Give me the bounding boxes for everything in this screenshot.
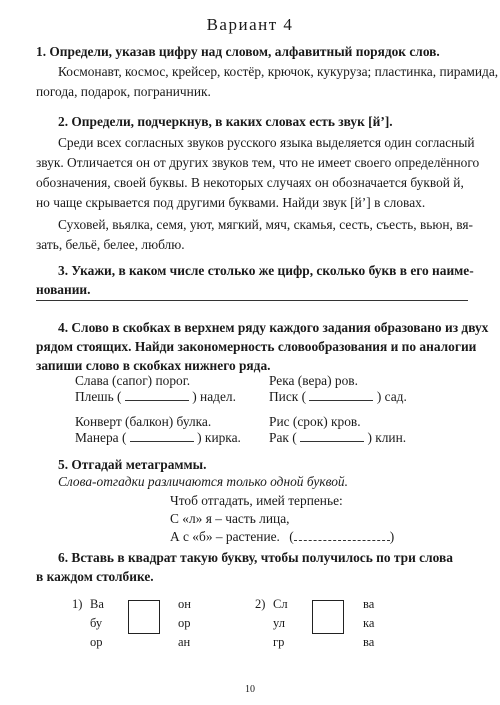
poem-line [170, 528, 394, 546]
page-title: Вариант 4 [206, 15, 294, 34]
task2-text [36, 133, 479, 213]
poem-line: С «л» я – часть лица, [170, 511, 290, 526]
group2-right-3: ва [363, 635, 375, 649]
blank-input[interactable] [125, 400, 189, 401]
page-number: 10 [245, 684, 255, 695]
task6-heading-line: 6. Вставь в квадрат такую букву, чтобы получилось по три слова [58, 550, 453, 565]
group2-left-2: ул [273, 616, 285, 630]
task5-subheading: Слова-отгадки различаются только одной буквой. [58, 474, 348, 489]
letter-box-2[interactable] [312, 600, 344, 634]
group1-right-1: он [178, 597, 191, 611]
task5-poem [170, 492, 394, 546]
group1-label: 1) [72, 597, 83, 611]
open-paren: ( [289, 529, 294, 544]
group2-left-3: гр [273, 635, 285, 649]
suffix: ) сад. [376, 389, 407, 404]
suffix: ) кирка. [197, 430, 241, 445]
suffix: ) надел. [192, 389, 236, 404]
task4-heading [36, 318, 488, 375]
blank-input[interactable] [309, 400, 373, 401]
task6-heading-line: в каждом столбике. [36, 569, 154, 584]
task2-line: но чаще скрывается под другими буквами. Найди звук [й’] в словах. [36, 195, 426, 210]
task1-line: погода, подарок, пограничник. [36, 84, 211, 99]
answer-line[interactable] [36, 300, 468, 301]
task2-word-line: зать, бельё, белее, люблю. [36, 237, 185, 252]
answer-blank[interactable] [294, 540, 390, 541]
task5-heading: 5. Отгадай метаграммы. [58, 457, 207, 472]
task3-heading-line: новании. [36, 282, 91, 297]
group1-right-3: ан [178, 635, 191, 649]
group2-right-2: ка [363, 616, 375, 630]
task4-heading-line: рядом стоящих. Найди закономерность словообразования и по аналогии [36, 339, 477, 354]
task4-left-1-bottom [75, 389, 236, 405]
task1-line: Космонавт, космос, крейсер, костёр, крючок, кукуруза; пластинка, пирамида, [58, 64, 499, 79]
task2-word-line: Суховей, вьялка, семя, уют, мягкий, мяч, скамья, сесть, съесть, вьюн, вя- [58, 217, 474, 232]
task3-heading-line: 3. Укажи, в каком числе столько же цифр, сколько букв в его наиме- [58, 263, 474, 278]
group1-left-1: Ва [90, 597, 104, 611]
group2-label: 2) [255, 597, 266, 611]
task6-heading [36, 548, 453, 586]
poem-text: А с «б» – растение. [170, 529, 280, 544]
blank-input[interactable] [300, 441, 364, 442]
suffix: ) клин. [367, 430, 407, 445]
task2-heading: 2. Определи, подчеркнув, в каких словах есть звук [й’]. [58, 114, 393, 129]
blank-input[interactable] [130, 441, 194, 442]
group1-right-2: ор [178, 616, 191, 630]
group1-left-3: ор [90, 635, 103, 649]
task2-words [36, 215, 473, 255]
task4-left-1-top: Слава (сапог) порог. [75, 373, 191, 388]
task1-text [36, 62, 498, 102]
task4-right-2-top: Рис (срок) кров. [269, 414, 361, 429]
task2-line: обозначения, своей буквы. В некоторых случаях он обозначается буквой й, [36, 175, 464, 190]
prefix: Плешь ( [75, 389, 122, 404]
task4-left-2-top: Конверт (балкон) булка. [75, 414, 212, 429]
task4-heading-line: запиши слово в скобках нижнего ряда. [36, 358, 271, 373]
task4-right-1-top: Река (вера) ров. [269, 373, 358, 388]
prefix: Писк ( [269, 389, 307, 404]
task4-right-1-bottom [269, 389, 407, 405]
prefix: Рак ( [269, 430, 297, 445]
task2-line: Среди всех согласных звуков русского языка выделяется один согласный [58, 135, 475, 150]
task1-heading: 1. Определи, указав цифру над словом, алфавитный порядок слов. [36, 44, 440, 59]
group1-left-2: бу [90, 616, 103, 630]
task4-heading-line: 4. Слово в скобках в верхнем ряду каждого задания образовано из двух [58, 320, 489, 335]
group2-left-1: Сл [273, 597, 288, 611]
close-paren: ) [389, 529, 395, 544]
prefix: Манера ( [75, 430, 127, 445]
task4-left-2-bottom [75, 430, 241, 446]
group2-right-1: ва [363, 597, 375, 611]
task3-heading [36, 261, 474, 299]
letter-box-1[interactable] [128, 600, 160, 634]
task2-line: звук. Отличается он от других звуков тем, что не имеет своего определённого [36, 155, 480, 170]
poem-line: Чтоб отгадать, имей терпенье: [170, 493, 343, 508]
task4-right-2-bottom [269, 430, 406, 446]
